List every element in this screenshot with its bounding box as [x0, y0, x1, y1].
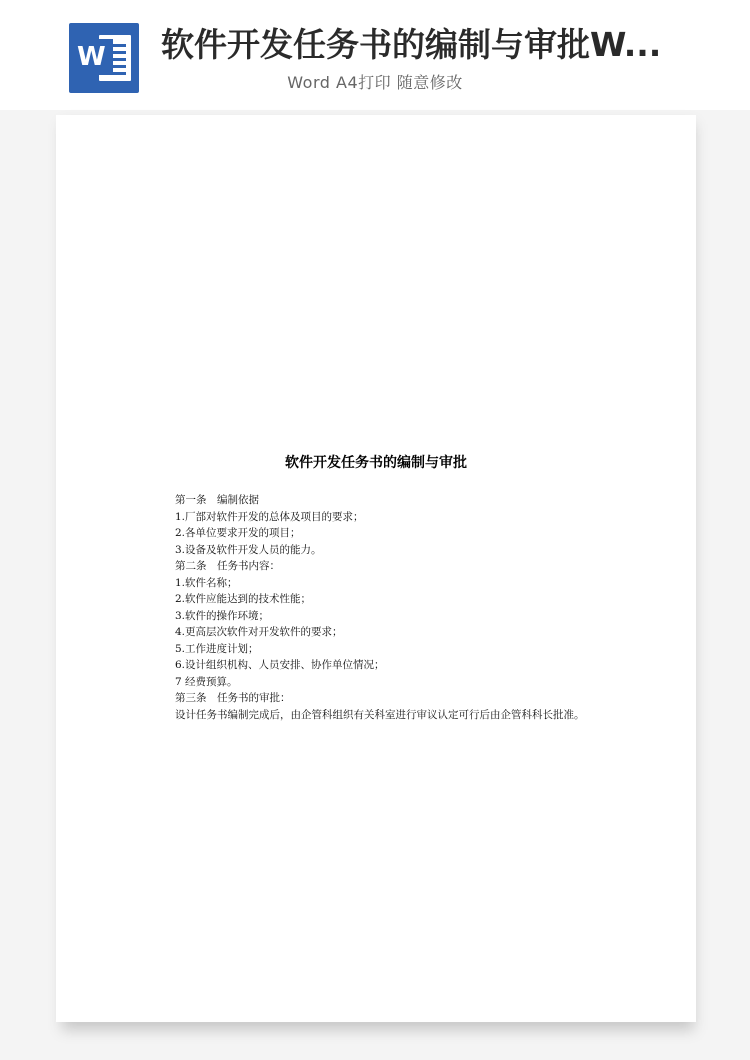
body-line: 2.各单位要求开发的项目；	[175, 527, 301, 539]
body-line: 6.设计组织机构、人员安排、协作单位情况；	[175, 659, 385, 671]
body-line: 第一条 编制依据	[175, 494, 259, 506]
body-line: 第二条 任务书内容：	[175, 560, 280, 572]
file-subtitle: Word A4打印 随意修改	[287, 73, 463, 92]
body-line: 1.厂部对软件开发的总体及项目的要求；	[175, 510, 364, 523]
body-line: 1.软件名称；	[175, 576, 238, 589]
body-line: 3.软件的操作环境；	[175, 609, 270, 622]
final-paragraph: 设计任务书编制完成后，由企管科组织有关科室进行审议认定可行后由企管科科长批准。	[175, 708, 585, 721]
document-body	[56, 492, 696, 723]
body-line: 2.软件应能达到的技术性能；	[175, 593, 312, 605]
body-line: 4.更高层次软件对开发软件的要求；	[175, 626, 343, 638]
document-title: 软件开发任务书的编制与审批	[285, 455, 467, 471]
word-icon	[69, 23, 139, 93]
body-line: 第三条 任务书的审批：	[175, 692, 291, 704]
file-header	[0, 0, 750, 110]
body-line: 5.工作进度计划；	[175, 642, 259, 655]
file-title: 软件开发任务书的编制与审批W...	[161, 25, 662, 64]
document-page	[56, 115, 696, 1022]
body-line: 7 经费预算。	[175, 675, 238, 688]
word-icon-letter: W	[77, 39, 113, 75]
body-line: 3.设备及软件开发人员的能力。	[175, 543, 322, 556]
